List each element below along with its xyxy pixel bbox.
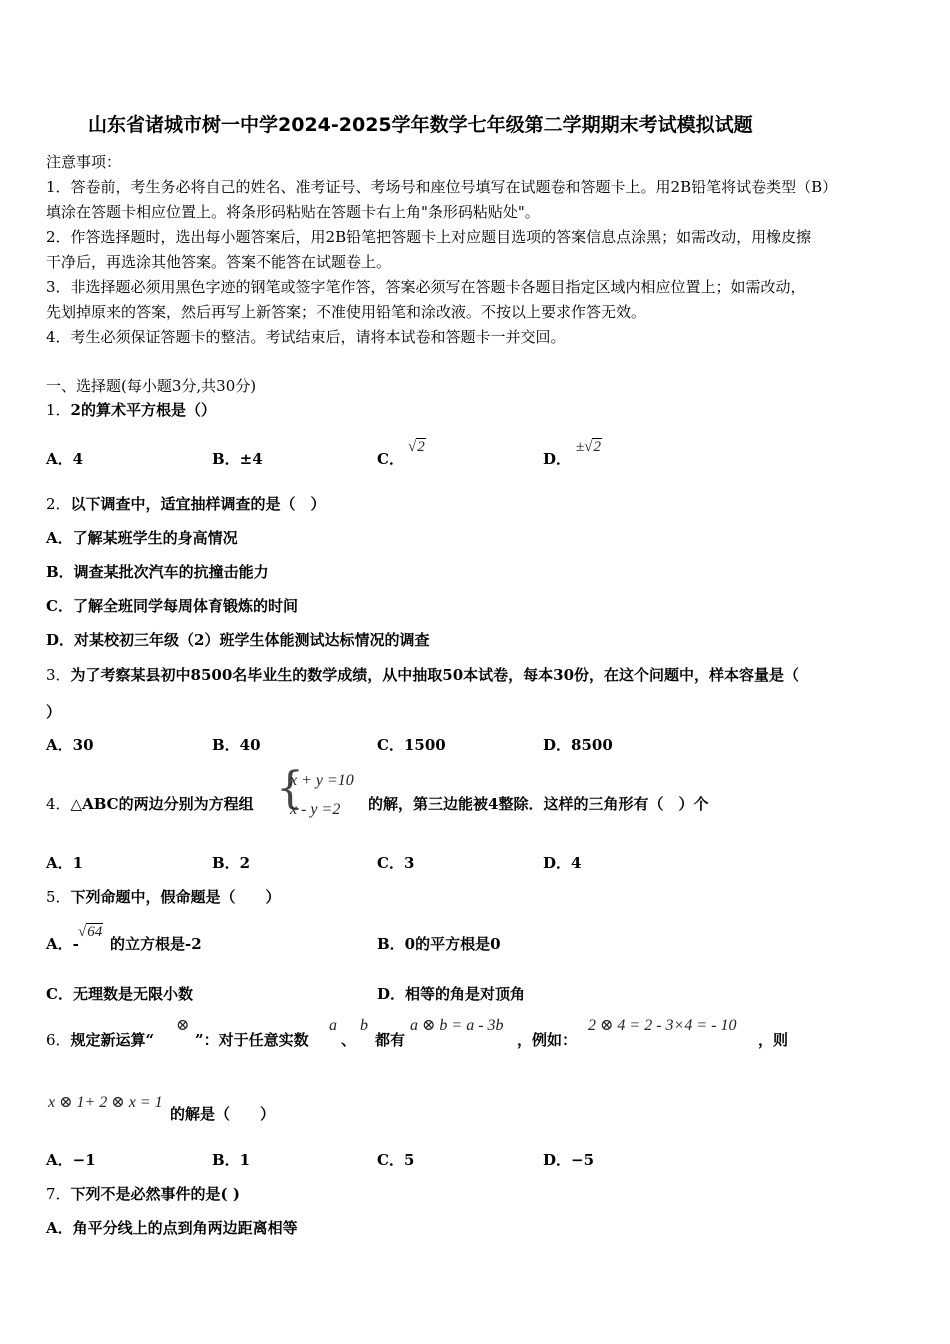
question-number: 6． [46, 1031, 71, 1049]
question-number: 4． [46, 795, 71, 813]
question-stem: 规定新运算“ [70, 1031, 155, 1049]
q3-option-a[interactable]: A．30 [46, 736, 94, 754]
q5-option-b[interactable]: B．0的平方根是0 [377, 935, 501, 953]
q4-option-a[interactable]: A．1 [46, 854, 84, 872]
q1-option-d-sqrt: ±√2 [576, 439, 601, 455]
q4-option-c[interactable]: C．3 [377, 854, 415, 872]
q2-option-c[interactable]: C．了解全班同学每周体育锻炼的时间 [46, 597, 298, 615]
q6-option-b[interactable]: B．1 [212, 1151, 251, 1169]
question-6 [46, 1030, 154, 1050]
q6-option-a[interactable]: A．−1 [46, 1151, 96, 1169]
q5-option-a[interactable]: A．- [46, 935, 79, 953]
variable-b: b [360, 1017, 368, 1034]
q5-option-c[interactable]: C．无理数是无限小数 [46, 985, 193, 1003]
question-1 [46, 400, 216, 420]
q1-option-d[interactable]: D． [543, 450, 572, 468]
q2-option-a[interactable]: A．了解某班学生的身高情况 [46, 529, 238, 547]
q2-option-d[interactable]: D．对某校初三年级（2）班学生体能测试达标情况的调查 [46, 631, 430, 649]
q4-option-b[interactable]: B．2 [212, 854, 251, 872]
q3-option-d[interactable]: D．8500 [543, 736, 613, 754]
q5-option-d[interactable]: D．相等的角是对顶角 [377, 985, 526, 1003]
q1-option-c[interactable]: C． [377, 450, 404, 468]
question-stem: △ABC的两边分别为方程组 [70, 795, 254, 813]
q1-option-a[interactable]: A．4 [46, 450, 84, 468]
question-number: 3． [46, 666, 71, 684]
left-brace-icon: { [276, 763, 304, 814]
equation-line: x + y =10 [290, 772, 354, 789]
question-3 [46, 665, 799, 685]
q3-option-c[interactable]: C．1500 [377, 736, 446, 754]
notice-line: 先划掉原来的答案，然后再写上新答案；不准使用铅笔和涂改液。不按以上要求作答无效。 [46, 303, 647, 321]
question-number: 5． [46, 888, 71, 906]
operator-symbol: ⊗ [176, 1017, 190, 1034]
notice-line: 2．作答选择题时，选出每小题答案后，用2B铅笔把答题卡上对应题目选项的答案信息点涂黑；如需改动，用橡皮擦 [46, 228, 812, 246]
page-title: 山东省诸城市树一中学2024-2025学年数学七年级第二学期期末考试模拟试题 [88, 114, 753, 136]
q5-option-a-sqrt: √64 [78, 924, 103, 940]
question-stem-cont: 的解是（ ） [170, 1105, 276, 1123]
question-stem-cont: ） [46, 703, 62, 721]
equation-line: x - y =2 [290, 801, 341, 818]
question-stem: 以下调查中，适宜抽样调查的是（ ） [70, 495, 326, 513]
question-5 [46, 887, 281, 907]
question-7 [46, 1184, 240, 1204]
variable-a: a [329, 1017, 337, 1034]
notice-line: 填涂在答题卡相应位置上。将条形码粘贴在答题卡右上角"条形码粘贴处"。 [46, 203, 540, 221]
operation-definition: a ⊗ b = a - 3b [410, 1017, 504, 1034]
separator: 、 [341, 1031, 357, 1049]
question-2 [46, 494, 326, 514]
question-stem-cont: 都有 [375, 1031, 406, 1049]
question-stem: 下列不是必然事件的是( ) [70, 1185, 240, 1203]
question-stem-cont: 的解，第三边能被4整除．这样的三角形有（ ）个 [368, 795, 709, 813]
operation-example: 2 ⊗ 4 = 2 - 3×4 = - 10 [588, 1017, 737, 1034]
q1-option-c-sqrt: √2 [408, 439, 425, 455]
q1-option-b[interactable]: B．±4 [212, 450, 263, 468]
notice-line: 干净后，再选涂其他答案。答案不能答在试题卷上。 [46, 253, 392, 271]
question-number: 7． [46, 1185, 71, 1203]
question-number: 1． [46, 401, 71, 419]
q6-option-c[interactable]: C．5 [377, 1151, 415, 1169]
notice-line: 1．答卷前，考生务必将自己的姓名、准考证号、考场号和座位号填写在试题卷和答题卡上。用2B铅笔将试卷类型（B） [46, 178, 838, 196]
section-heading: 一、选择题(每小题3分,共30分) [46, 377, 257, 395]
notice-heading: 注意事项： [46, 153, 122, 171]
q4-option-d[interactable]: D．4 [543, 854, 582, 872]
notice-line: 4．考生必须保证答题卡的整洁。考试结束后，请将本试卷和答题卡一并交回。 [46, 328, 566, 346]
q3-option-b[interactable]: B．40 [212, 736, 261, 754]
q5-option-a-text: 的立方根是-2 [110, 935, 202, 953]
question-stem-cont: ，例如： [517, 1031, 578, 1049]
question-stem: 下列命题中，假命题是（ ） [70, 888, 281, 906]
question-stem: 为了考察某县初中8500名毕业生的数学成绩，从中抽取50本试卷，每本30份，在这个问题中，样本容量是（ [70, 666, 800, 684]
q2-option-b[interactable]: B．调查某批次汽车的抗撞击能力 [46, 563, 269, 581]
q6-option-d[interactable]: D．−5 [543, 1151, 595, 1169]
question-number: 2． [46, 495, 71, 513]
equation: x ⊗ 1+ 2 ⊗ x = 1 [48, 1094, 163, 1111]
notice-line: 3．非选择题必须用黑色字迹的钢笔或签字笔作答，答案必须写在答题卡各题目指定区域内相应位置上；如需改动， [46, 278, 806, 296]
question-4 [46, 794, 254, 814]
question-stem-cont: ”：对于任意实数 [195, 1031, 309, 1049]
question-stem: 2的算术平方根是（） [70, 401, 216, 419]
question-stem-cont: ，则 [758, 1031, 789, 1049]
q7-option-a[interactable]: A．角平分线上的点到角两边距离相等 [46, 1219, 298, 1237]
